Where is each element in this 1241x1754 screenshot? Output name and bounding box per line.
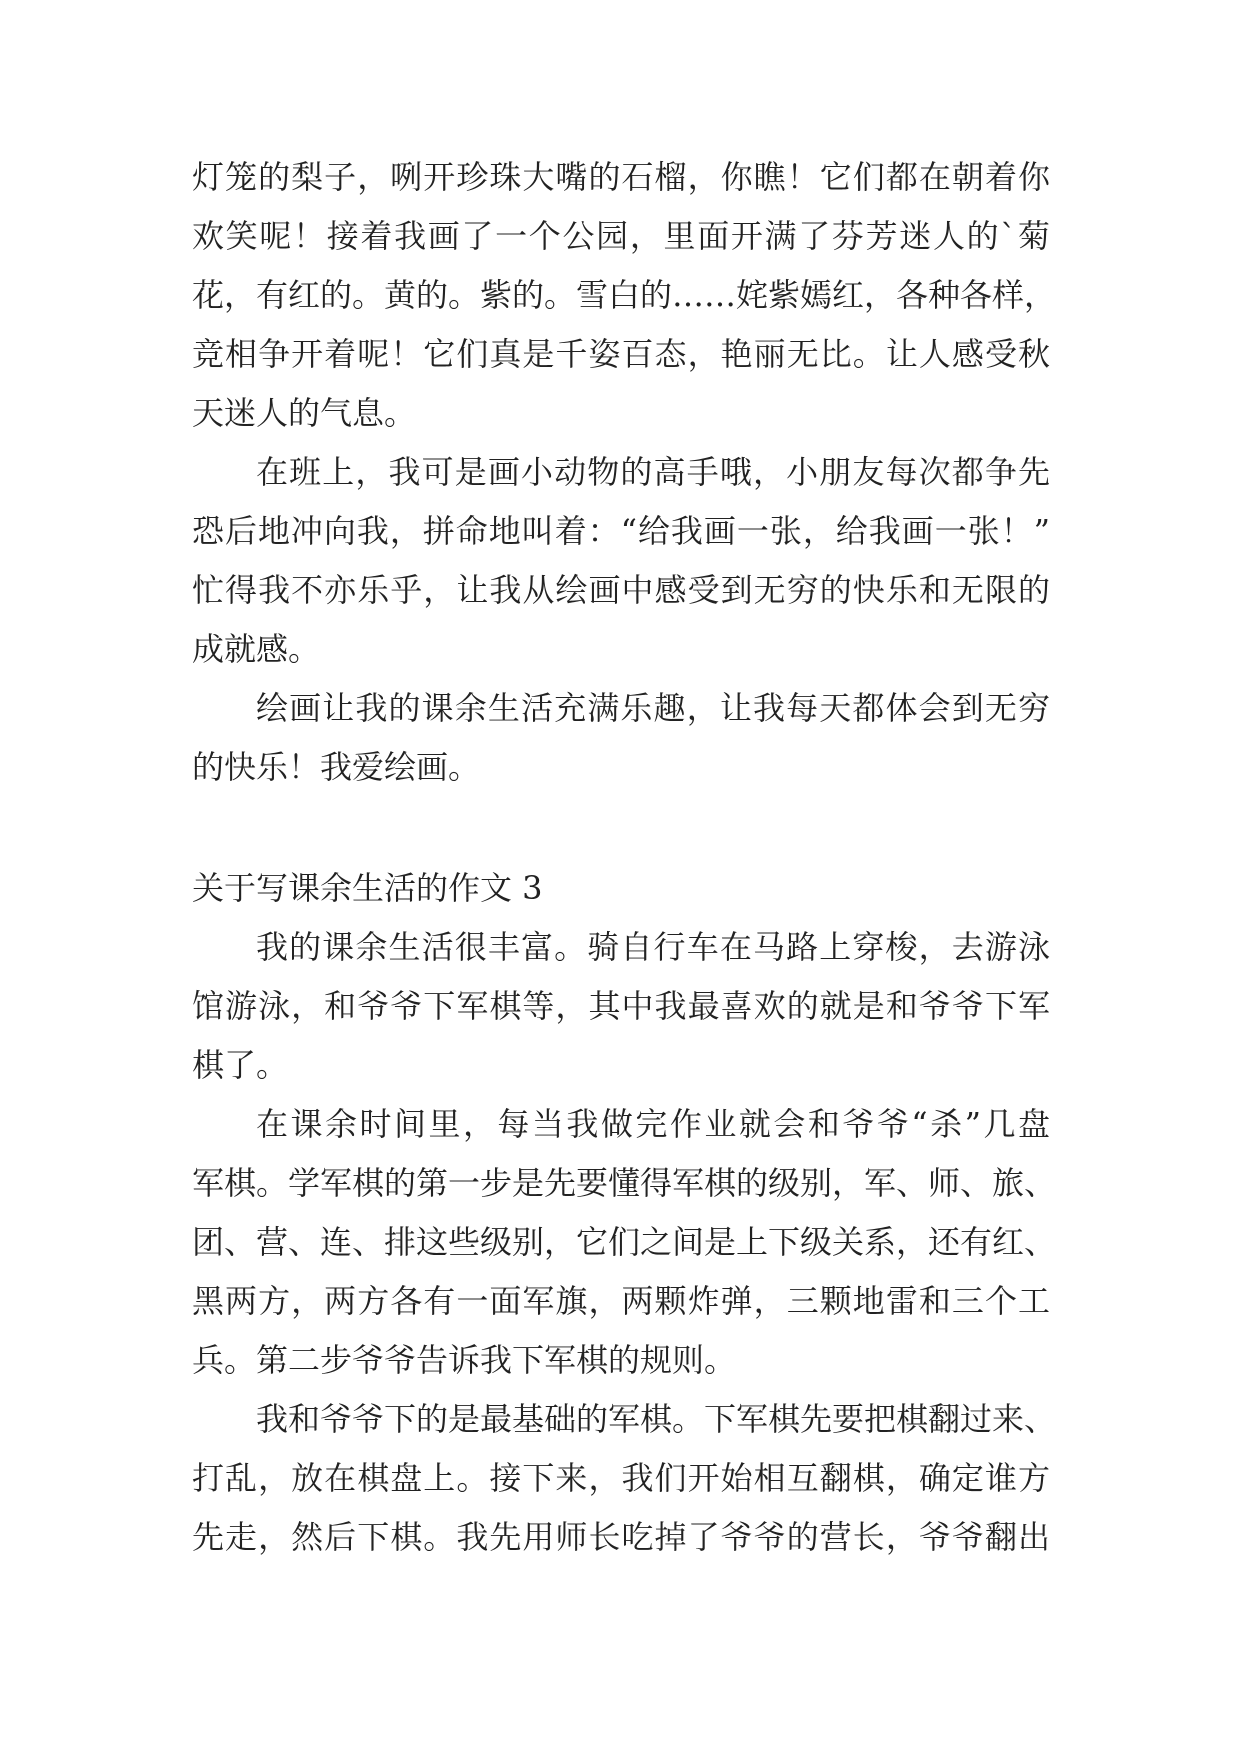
text-line: 棋了。 bbox=[192, 1046, 289, 1084]
text-line: 欢笑呢！接着我画了一个公园，里面开满了芬芳迷人的`菊 bbox=[192, 217, 1050, 255]
document-body bbox=[192, 148, 1057, 1567]
text-line: 先走，然后下棋。我先用师长吃掉了爷爷的营长，爷爷翻出 bbox=[192, 1518, 1050, 1556]
text-line: 黑两方，两方各有一面军旗，两颗炸弹，三颗地雷和三个工 bbox=[192, 1282, 1050, 1320]
text-line: 在班上，我可是画小动物的高手哦，小朋友每次都争先 bbox=[256, 453, 1050, 491]
text-line: 打乱，放在棋盘上。接下来，我们开始相互翻棋，确定谁方 bbox=[192, 1459, 1050, 1497]
section-heading: 关于写课余生活的作文 3 bbox=[192, 869, 543, 907]
text-line: 花，有红的。黄的。紫的。雪白的……姹紫嫣红，各种各样， bbox=[192, 276, 1057, 314]
text-line: 在课余时间里，每当我做完作业就会和爷爷“杀”几盘 bbox=[256, 1105, 1050, 1143]
text-line: 我的课余生活很丰富。骑自行车在马路上穿梭，去游泳 bbox=[256, 928, 1050, 966]
paragraph bbox=[192, 1095, 1057, 1390]
text-line: 馆游泳，和爷爷下军棋等，其中我最喜欢的就是和爷爷下军 bbox=[192, 987, 1050, 1025]
paragraph bbox=[192, 443, 1050, 679]
text-line: 绘画让我的课余生活充满乐趣，让我每天都体会到无穷 bbox=[256, 689, 1050, 727]
text-line: 兵。第二步爷爷告诉我下军棋的规则。 bbox=[192, 1341, 737, 1379]
text-line: 恐后地冲向我，拼命地叫着：“给我画一张，给我画一张！” bbox=[192, 512, 1050, 550]
paragraph bbox=[192, 148, 1057, 443]
text-line: 成就感。 bbox=[192, 630, 321, 668]
text-line: 竞相争开着呢！它们真是千姿百态，艳丽无比。让人感受秋 bbox=[192, 335, 1050, 373]
text-line: 天迷人的气息。 bbox=[192, 394, 417, 432]
text-line: 团、营、连、排这些级别，它们之间是上下级关系，还有红、 bbox=[192, 1223, 1057, 1261]
text-line: 灯笼的梨子，咧开珍珠大嘴的石榴，你瞧！它们都在朝着你 bbox=[192, 158, 1050, 196]
paragraph bbox=[192, 679, 1050, 797]
paragraph bbox=[192, 918, 1050, 1095]
spacer bbox=[192, 797, 1050, 859]
paragraph bbox=[192, 1390, 1057, 1567]
text-line: 的快乐！我爱绘画。 bbox=[192, 748, 481, 786]
text-line: 我和爷爷下的是最基础的军棋。下军棋先要把棋翻过来、 bbox=[256, 1400, 1057, 1438]
text-line: 军棋。学军棋的第一步是先要懂得军棋的级别，军、师、旅、 bbox=[192, 1164, 1057, 1202]
text-line: 忙得我不亦乐乎，让我从绘画中感受到无穷的快乐和无限的 bbox=[192, 571, 1050, 609]
